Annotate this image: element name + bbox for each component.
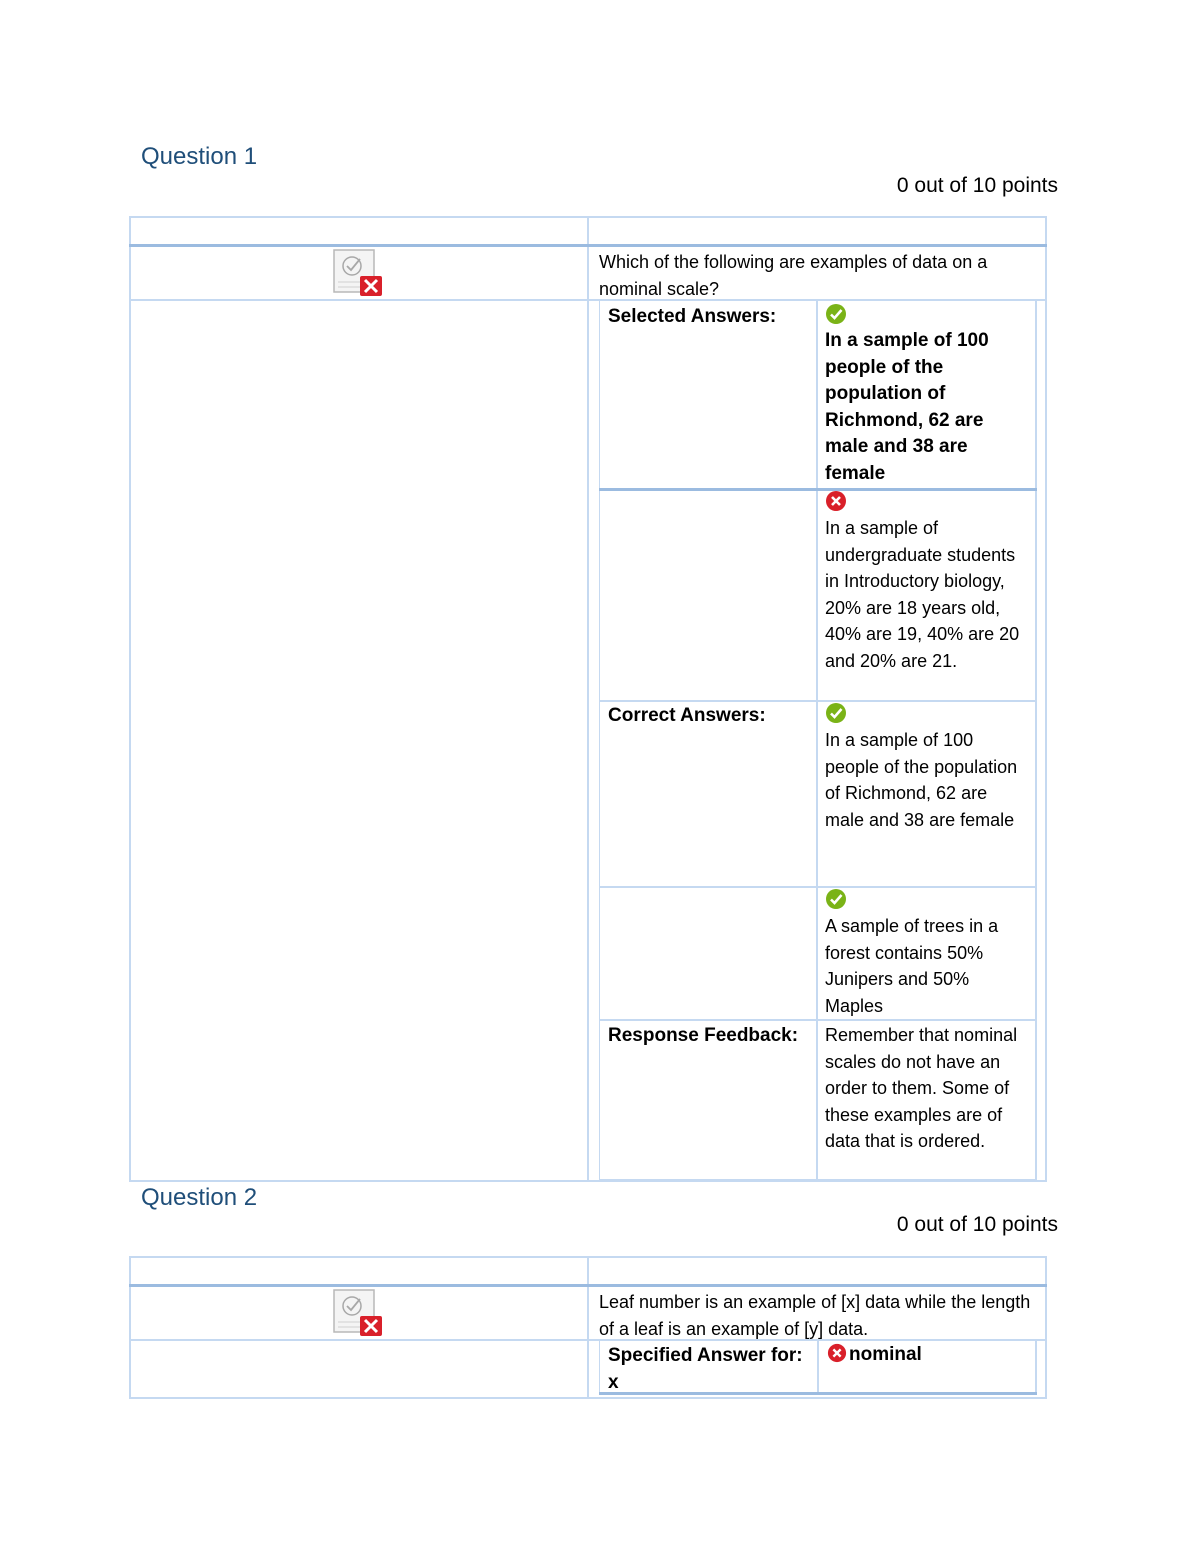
specified-answer-label: Specified Answer for: x [608,1345,803,1393]
x-icon [825,490,847,512]
question-2-text: Leaf number is an example of [x] data while the length of a leaf is an example of [y] data. [599,1292,1031,1339]
question-1-heading: Question 1 [141,143,258,170]
specified-answer [827,1342,1027,1369]
x-icon [827,1343,847,1363]
incorrect-document-icon [332,248,384,298]
response-feedback-label: Response Feedback: [608,1025,799,1046]
question-1-text: Which of the following are examples of data on a nominal scale? [599,252,988,299]
check-icon [825,702,847,724]
selected-answer-2 [825,490,1025,674]
correct-answer-1-text: In a sample of 100 people of the population of Richmond, 62 are male and 38 are female [825,730,1018,830]
question-2-heading: Question 2 [141,1184,258,1211]
selected-answer-1-text: In a sample of 100 people of the population of Richmond, 62 are male and 38 are female [825,330,989,484]
question-2-points: 0 out of 10 points [896,1213,1058,1236]
check-icon [825,303,847,325]
selected-answer-1 [825,303,1025,487]
specified-answer-text: nominal [849,1344,922,1365]
correct-answer-1 [825,702,1025,833]
response-feedback-text: Remember that nominal scales do not have an order to them. Some of these examples are of data that is ordered. [825,1025,1018,1151]
selected-answers-label: Selected Answers: [608,306,777,327]
correct-answer-2-text: A sample of trees in a forest contains 50% Junipers and 50% Maples [825,916,999,1016]
question-1-points: 0 out of 10 points [896,174,1058,197]
correct-answer-2 [825,888,1025,1019]
question-2-table [129,1256,1047,1399]
correct-answers-label: Correct Answers: [608,705,766,726]
selected-answer-2-text: In a sample of undergraduate students in Introductory biology, 20% are 18 years old, 40% are 19, 40% are 20 and 20% are 21. [825,518,1020,671]
check-icon [825,888,847,910]
question-1-table [129,216,1047,1182]
incorrect-document-icon [332,1288,384,1338]
